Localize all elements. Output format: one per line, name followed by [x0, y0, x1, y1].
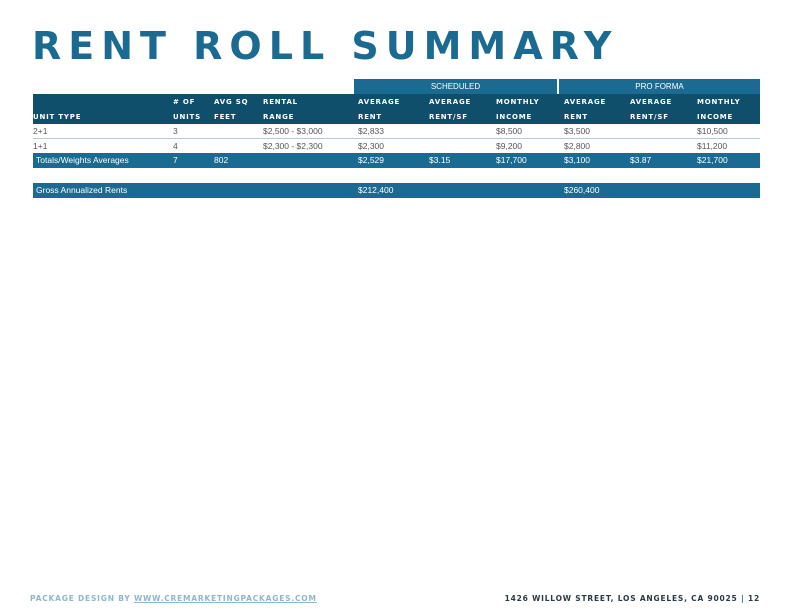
cell-range: $2,500 - $3,000: [263, 126, 323, 136]
column-header-pro-rent-line1: AVERAGE: [564, 98, 607, 106]
cell-units: 4: [173, 141, 178, 151]
cell-unit-type: 2+1: [33, 126, 48, 136]
footer-credit-prefix: PACKAGE DESIGN BY: [30, 594, 134, 603]
column-header-pro-income-line1: MONTHLY: [697, 98, 741, 106]
totals-sqft: 802: [214, 155, 229, 165]
table-header: [33, 94, 760, 124]
column-header-sched-income-line1: MONTHLY: [496, 98, 540, 106]
column-header-units-line2: UNITS: [173, 113, 201, 121]
gross-label: Gross Annualized Rents: [36, 185, 128, 195]
column-header-sched-rent-line2: RENT: [358, 113, 383, 121]
gross-pro-forma: $260,400: [564, 185, 600, 195]
cell-pro-rent: $3,500: [564, 126, 590, 136]
cell-pro-income: $10,500: [697, 126, 728, 136]
column-header-pro-rent-line2: RENT: [564, 113, 589, 121]
page-number: 12: [747, 594, 760, 603]
totals-pro-income: $21,700: [697, 155, 728, 165]
column-header-range-line2: RANGE: [263, 113, 295, 121]
cell-sched-rent: $2,300: [358, 141, 384, 151]
totals-units: 7: [173, 155, 178, 165]
footer-address: [505, 594, 760, 603]
cell-range: $2,300 - $2,300: [263, 141, 323, 151]
column-header-sched-rentsf-line2: RENT/SF: [429, 113, 468, 121]
table-row: [33, 139, 760, 154]
column-header-range-line1: RENTAL: [263, 98, 298, 106]
footer-separator: |: [740, 594, 745, 603]
group-header-row: [0, 79, 792, 94]
column-header-unit-type: UNIT TYPE: [33, 113, 82, 121]
cell-units: 3: [173, 126, 178, 136]
page-title: RENT ROLL SUMMARY: [32, 24, 619, 68]
footer-address-text: 1426 WILLOW STREET, LOS ANGELES, CA 90025: [504, 594, 738, 603]
group-header-scheduled: SCHEDULED: [354, 79, 557, 94]
cell-pro-income: $11,200: [697, 141, 728, 151]
totals-sched-income: $17,700: [496, 155, 527, 165]
cell-unit-type: 1+1: [33, 141, 48, 151]
footer-credit: [30, 594, 317, 603]
column-header-units-line1: # OF: [173, 98, 196, 106]
cell-pro-rent: $2,800: [564, 141, 590, 151]
group-header-pro-forma: PRO FORMA: [559, 79, 760, 94]
cell-sched-income: $9,200: [496, 141, 522, 151]
column-header-sched-income-line2: INCOME: [496, 113, 533, 121]
column-header-sched-rentsf-line1: AVERAGE: [429, 98, 472, 106]
totals-sched-rent: $2,529: [358, 155, 384, 165]
table-row: [33, 124, 760, 139]
totals-label: Totals/Weights Averages: [36, 155, 129, 165]
cell-sched-rent: $2,833: [358, 126, 384, 136]
cell-sched-income: $8,500: [496, 126, 522, 136]
totals-pro-rent: $3,100: [564, 155, 590, 165]
column-header-sqft-line1: AVG SQ: [214, 98, 249, 106]
column-header-pro-income-line2: INCOME: [697, 113, 734, 121]
totals-sched-rentsf: $3.15: [429, 155, 451, 165]
totals-pro-rentsf: $3.87: [630, 155, 652, 165]
footer-credit-link[interactable]: WWW.CREMARKETINGPACKAGES.COM: [133, 594, 317, 603]
column-header-sqft-line2: FEET: [214, 113, 237, 121]
totals-row: [33, 153, 760, 168]
column-header-sched-rent-line1: AVERAGE: [358, 98, 401, 106]
gross-annualized-row: [33, 183, 760, 198]
gross-scheduled: $212,400: [358, 185, 394, 195]
column-header-pro-rentsf-line2: RENT/SF: [630, 113, 669, 121]
column-header-pro-rentsf-line1: AVERAGE: [630, 98, 673, 106]
